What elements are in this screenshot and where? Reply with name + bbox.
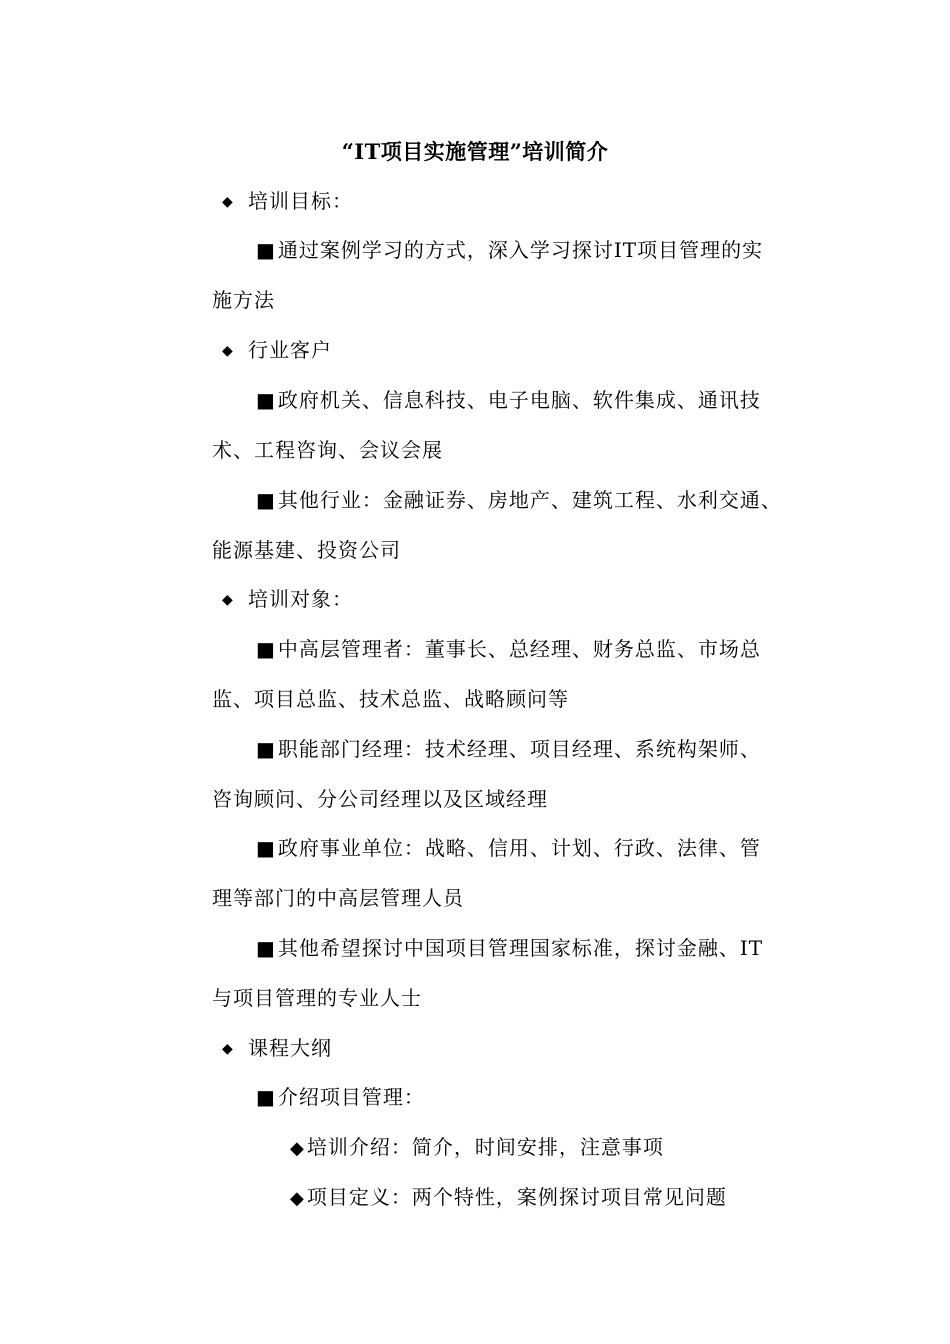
- section-heading-training-audience: [222, 585, 353, 614]
- diamond-bullet-icon: ◆: [222, 1041, 234, 1057]
- list-item-text: 介绍项目管理：: [277, 1085, 425, 1109]
- section-heading-industry-clients: [222, 336, 332, 365]
- list-item: [256, 1083, 425, 1111]
- sub-list-item: [290, 1133, 664, 1163]
- list-item: [256, 386, 761, 414]
- section-heading-text: 培训目标：: [248, 189, 353, 213]
- list-item-continuation: 监、项目总监、技术总监、战略顾问等: [212, 687, 569, 711]
- square-bullet-icon: ■: [256, 936, 276, 960]
- list-item-text: 政府事业单位：战略、信用、计划、行政、法律、管: [277, 836, 761, 860]
- sub-list-item-text: 培训介绍：简介，时间安排，注意事项: [306, 1135, 664, 1159]
- list-item-text: 中高层管理者：董事长、总经理、财务总监、市场总: [277, 637, 761, 661]
- section-heading-training-goal: [222, 187, 353, 216]
- square-bullet-icon: ■: [256, 388, 276, 412]
- sub-list-item: [290, 1183, 727, 1213]
- list-item-continuation: 术、工程咨询、会议会展: [212, 438, 443, 462]
- list-item-continuation: 咨询顾问、分公司经理以及区域经理: [212, 787, 548, 811]
- list-item: [256, 834, 761, 862]
- square-bullet-icon: ■: [256, 737, 276, 761]
- section-heading-course-outline: [222, 1034, 332, 1063]
- list-item-continuation: 施方法: [212, 288, 275, 312]
- sub-list-item-text: 项目定义：两个特性，案例探讨项目常见问题: [306, 1185, 727, 1209]
- list-item-text: 政府机关、信息科技、电子电脑、软件集成、通讯技: [277, 388, 761, 412]
- square-bullet-icon: ■: [256, 488, 276, 512]
- document-title: “IT项目实施管理”培训简介: [341, 139, 609, 164]
- diamond-bullet-icon: ◆: [222, 592, 234, 608]
- list-item: [256, 486, 782, 514]
- list-item-text: 通过案例学习的方式，深入学习探讨IT项目管理的实: [277, 238, 764, 262]
- diamond-bullet-icon: ◆: [222, 343, 234, 359]
- list-item-continuation: 理等部门的中高层管理人员: [212, 886, 464, 910]
- square-bullet-icon: ■: [256, 637, 276, 661]
- section-heading-text: 课程大纲: [248, 1036, 332, 1060]
- list-item-continuation: 能源基建、投资公司: [212, 538, 401, 562]
- list-item: [256, 635, 761, 663]
- list-item: [256, 735, 761, 763]
- list-item-text: 其他希望探讨中国项目管理国家标准，探讨金融、IT: [277, 936, 764, 960]
- diamond-bullet-icon: ◆: [290, 1138, 305, 1159]
- square-bullet-icon: ■: [256, 836, 276, 860]
- list-item: [256, 934, 763, 962]
- section-heading-text: 培训对象：: [248, 587, 353, 611]
- square-bullet-icon: ■: [256, 238, 276, 262]
- square-bullet-icon: ■: [256, 1085, 276, 1109]
- list-item: [256, 236, 763, 264]
- list-item-continuation: 与项目管理的专业人士: [212, 986, 422, 1010]
- list-item-text: 其他行业：金融证券、房地产、建筑工程、水利交通、: [277, 488, 782, 512]
- list-item-text: 职能部门经理：技术经理、项目经理、系统构架师、: [277, 737, 761, 761]
- diamond-bullet-icon: ◆: [290, 1188, 305, 1209]
- section-heading-text: 行业客户: [248, 338, 332, 362]
- diamond-bullet-icon: ◆: [222, 194, 234, 210]
